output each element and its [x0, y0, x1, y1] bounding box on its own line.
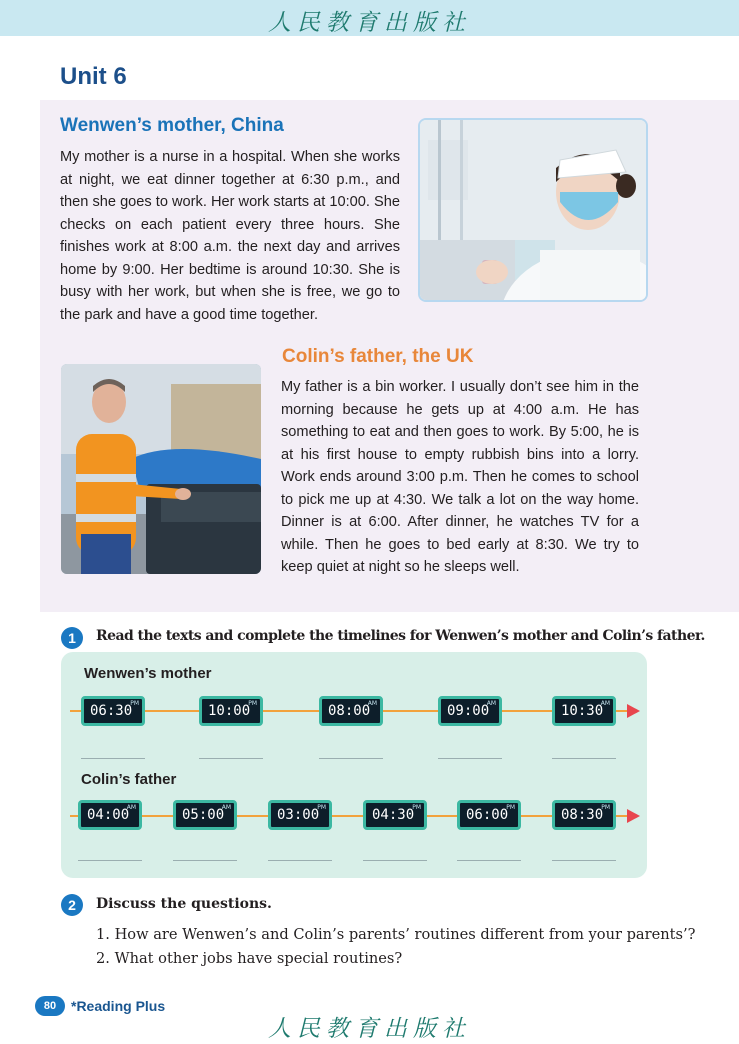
clock-display: 04:00 AM — [78, 800, 142, 830]
arrow-right-icon — [627, 704, 640, 718]
publisher-logo-bottom: 人民教育出版社 — [268, 1016, 471, 1042]
arrow-right-icon — [627, 809, 640, 823]
answer-blank[interactable] — [438, 758, 502, 759]
clock-display: 04:30 PM — [363, 800, 427, 830]
story2-title: Colin’s father, the UK — [282, 346, 474, 367]
clock-display: 10:00 PM — [199, 696, 263, 726]
clock-display: 08:00 AM — [319, 696, 383, 726]
bin-worker-photo — [61, 364, 261, 574]
answer-blank[interactable] — [319, 758, 383, 759]
clock-display: 06:00 PM — [457, 800, 521, 830]
answer-blank[interactable] — [81, 758, 145, 759]
clock-display: 03:00 PM — [268, 800, 332, 830]
story1-title: Wenwen’s mother, China — [60, 115, 284, 136]
page-number-badge: 80 — [35, 996, 65, 1016]
clock-display: 05:00 AM — [173, 800, 237, 830]
publisher-logo-top: 人民教育出版社 — [268, 10, 471, 36]
answer-blank[interactable] — [552, 860, 616, 861]
answer-blank[interactable] — [268, 860, 332, 861]
exercise-2-number: 2 — [61, 894, 83, 916]
answer-blank[interactable] — [457, 860, 521, 861]
timeline-label-mother: Wenwen’s mother — [84, 665, 212, 682]
clock-display: 06:30 PM — [81, 696, 145, 726]
unit-title: Unit 6 — [60, 63, 127, 90]
timeline-panel — [61, 652, 647, 878]
reading-plus-label: *Reading Plus — [71, 998, 166, 1014]
question-2: 2. What other jobs have special routines? — [96, 950, 403, 967]
answer-blank[interactable] — [552, 758, 616, 759]
exercise-1-number: 1 — [61, 627, 83, 649]
exercise-2-instruction: Discuss the questions. — [96, 896, 272, 912]
clock-display: 10:30 AM — [552, 696, 616, 726]
answer-blank[interactable] — [173, 860, 237, 861]
answer-blank[interactable] — [363, 860, 427, 861]
clock-display: 09:00 AM — [438, 696, 502, 726]
timeline-label-father: Colin’s father — [81, 771, 177, 788]
answer-blank[interactable] — [199, 758, 263, 759]
story1-text: My mother is a nurse in a hospital. When she works at night, we eat dinner together at 6:30 p.m., and then she goes to work. Her work starts at 10:00. She checks on each patient every three hours. She finishes work at 8:00 a.m. the next day and arrives home by 9:00. Her bedtime is around 10:30. She is busy with her work, but when she is free, we go to the park and have a good time together. — [60, 149, 400, 323]
exercise-1-instruction: Read the texts and complete the timelines for Wenwen’s mother and Colin’s father. — [96, 628, 705, 644]
question-1: 1. How are Wenwen’s and Colin’s parents’ routines different from your parents’? — [96, 926, 696, 943]
clock-display: 08:30 PM — [552, 800, 616, 830]
answer-blank[interactable] — [78, 860, 142, 861]
story2-text: My father is a bin worker. I usually don’t see him in the morning because he gets up at 4:00 a.m. He has something to eat and then goes to work. By 5:00, he is at his first house to empty rubbish bins into a lorry. Work ends around 3:00 p.m. Then he comes to school to pick me up at 4:30. We talk a lot on the way home. Dinner is at 6:00. After dinner, he watches TV for a while. Then he goes to bed early at 8:30. We try to keep quiet at night so he sleeps well. — [281, 379, 639, 575]
nurse-photo — [420, 120, 646, 300]
timeline-line-father — [70, 815, 632, 817]
